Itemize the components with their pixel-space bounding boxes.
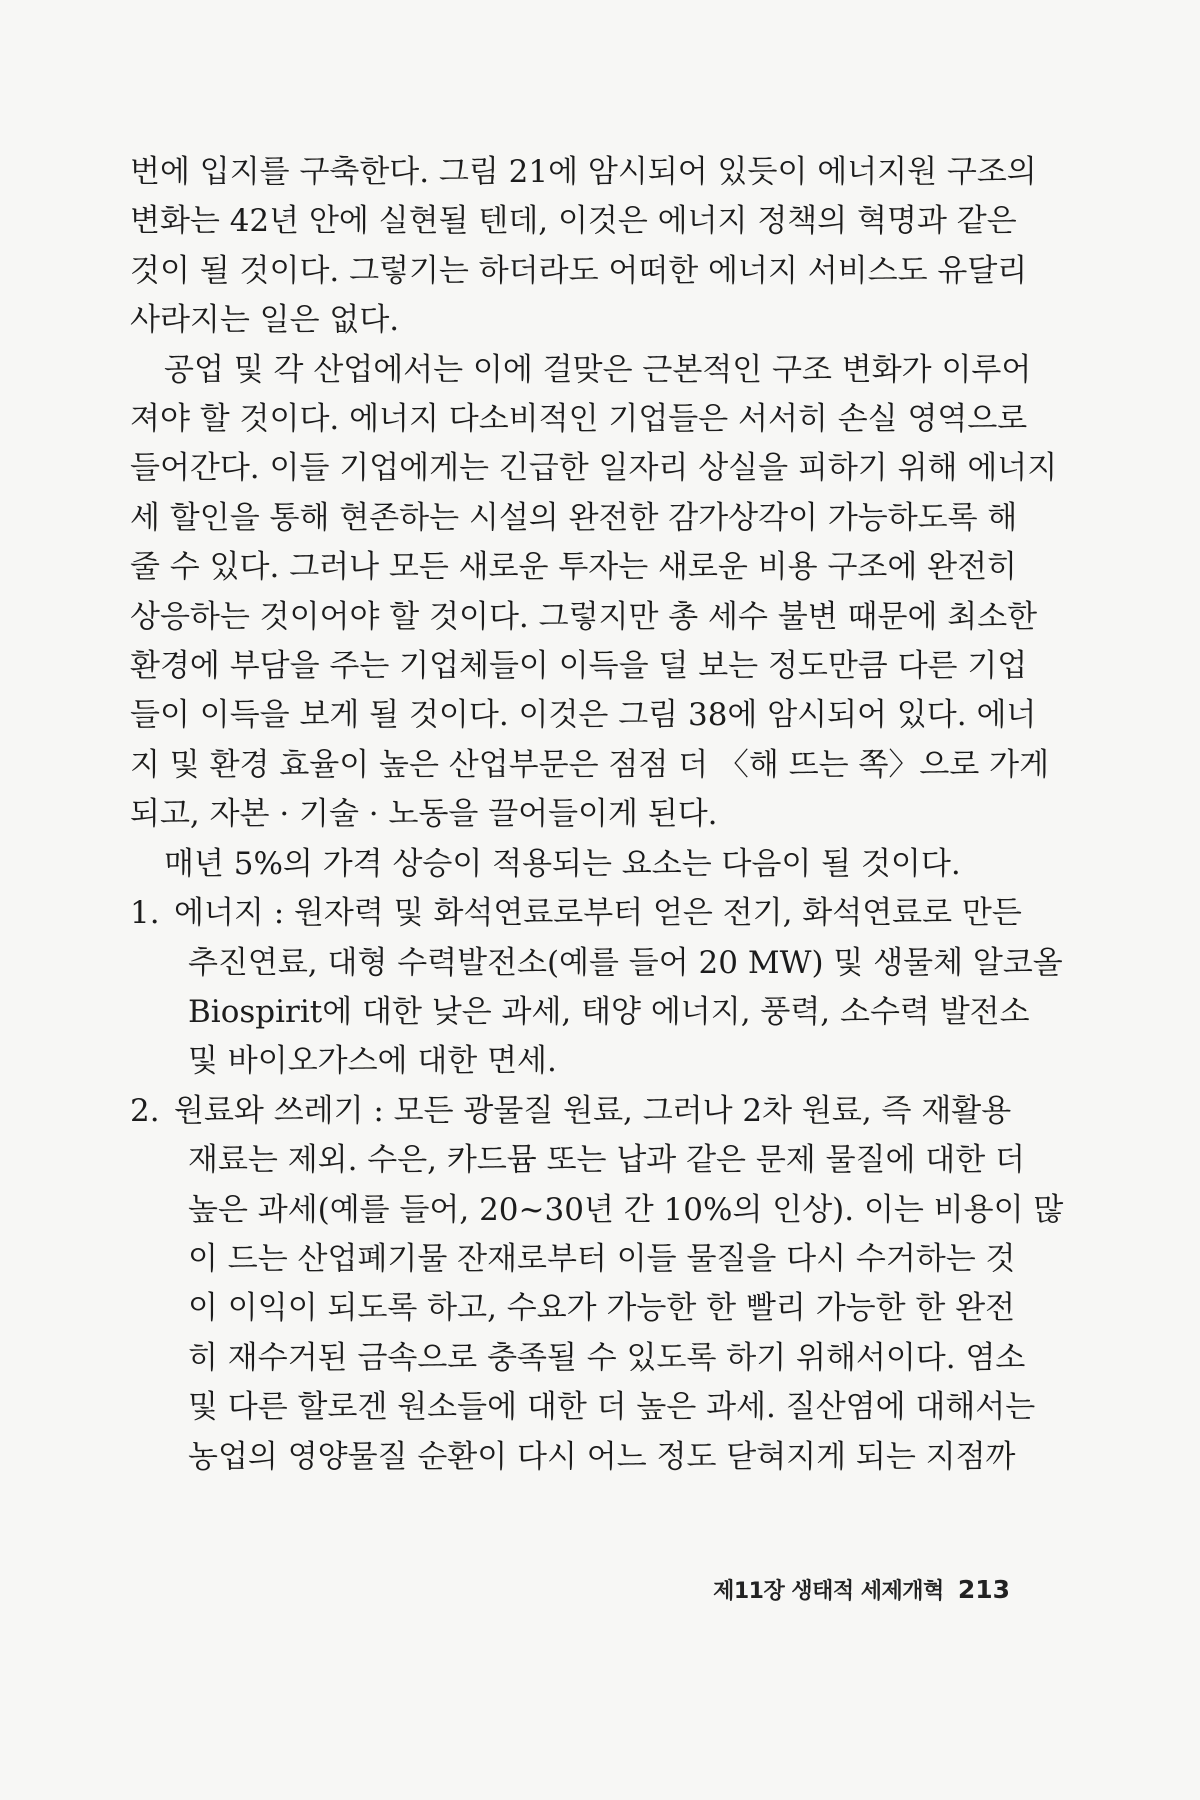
text-line: 및 다른 할로겐 원소들에 대한 더 높은 과세. 질산염에 대해서는: [188, 1389, 1036, 1426]
page-number: 213: [957, 1575, 1010, 1604]
text-line: 이 이익이 되도록 하고, 수요가 가능한 한 빨리 가능한 한 완전: [188, 1290, 1016, 1327]
text-line: 들어간다. 이들 기업에게는 긴급한 일자리 상실을 피하기 위해 에너지: [130, 450, 1058, 487]
text-line: 들이 이득을 보게 될 것이다. 이것은 그림 38에 암시되어 있다. 에너: [130, 697, 1037, 734]
text-line: 지 및 환경 효율이 높은 산업부문은 점점 더 〈해 뜨는 쪽〉으로 가게: [130, 746, 1050, 783]
text-line: 세 할인을 통해 현존하는 시설의 완전한 감가상각이 가능하도록 해: [130, 499, 1018, 536]
paragraph-3: [130, 840, 1010, 889]
text-line: 사라지는 일은 없다.: [130, 302, 400, 339]
text-line: 재료는 제외. 수은, 카드뮴 또는 납과 같은 문제 물질에 대한 더: [188, 1142, 1025, 1179]
text-line: Biospirit에 대한 낮은 과세, 태양 에너지, 풍력, 소수력 발전소: [188, 993, 1030, 1030]
text-line: 및 바이오가스에 대한 면세.: [188, 1043, 557, 1080]
paragraph-1: [130, 148, 1037, 346]
list-item-2: [130, 1087, 1064, 1482]
paragraph-2: [130, 346, 1058, 840]
list-item-1: [130, 889, 1063, 1087]
chapter-title: 제11장 생태적 세제개혁: [713, 1579, 944, 1604]
text-line: 원료와 쓰레기 : 모든 광물질 원료, 그러나 2차 원료, 즉 재활용: [174, 1092, 1012, 1129]
body-text: [130, 148, 1064, 1482]
text-line: 공업 및 각 산업에서는 이에 걸맞은 근본적인 구조 변화가 이루어: [164, 351, 1032, 388]
text-line: 높은 과세(예를 들어, 20~30년 간 10%의 인상). 이는 비용이 많: [188, 1191, 1064, 1228]
list-number: 2.: [130, 1092, 160, 1129]
text-line: 번에 입지를 구축한다. 그림 21에 암시되어 있듯이 에너지원 구조의: [130, 154, 1037, 190]
text-line: 에너지 : 원자력 및 화석연료로부터 얻은 전기, 화석연료로 만든: [174, 895, 1022, 932]
text-line: 상응하는 것이어야 할 것이다. 그렇지만 총 세수 불변 때문에 최소한: [130, 598, 1038, 635]
text-line: 매년 5%의 가격 상승이 적용되는 요소는 다음이 될 것이다.: [164, 845, 961, 882]
list-number: 1.: [130, 895, 160, 932]
text-line: 추진연료, 대형 수력발전소(예를 들어 20 MW) 및 생물체 알코올: [188, 944, 1063, 981]
text-line: 변화는 42년 안에 실현될 텐데, 이것은 에너지 정책의 혁명과 같은: [130, 203, 1017, 240]
text-line: 되고, 자본 · 기술 · 노동을 끌어들이게 된다.: [130, 796, 718, 833]
text-line: 환경에 부담을 주는 기업체들이 이득을 덜 보는 정도만큼 다른 기업: [130, 648, 1028, 685]
text-line: 것이 될 것이다. 그렇기는 하더라도 어떠한 에너지 서비스도 유달리: [130, 252, 1028, 289]
text-line: 이 드는 산업폐기물 잔재로부터 이들 물질을 다시 수거하는 것: [188, 1240, 1016, 1277]
text-line: 져야 할 것이다. 에너지 다소비적인 기업들은 서서히 손실 영역으로: [130, 401, 1028, 438]
page-footer: [705, 1574, 1010, 1605]
text-line: 히 재수거된 금속으로 충족될 수 있도록 하기 위해서이다. 염소: [188, 1339, 1026, 1376]
text-line: 농업의 영양물질 순환이 다시 어느 정도 닫혀지게 되는 지점까: [188, 1438, 1016, 1475]
text-line: 줄 수 있다. 그러나 모든 새로운 투자는 새로운 비용 구조에 완전히: [130, 549, 1017, 586]
